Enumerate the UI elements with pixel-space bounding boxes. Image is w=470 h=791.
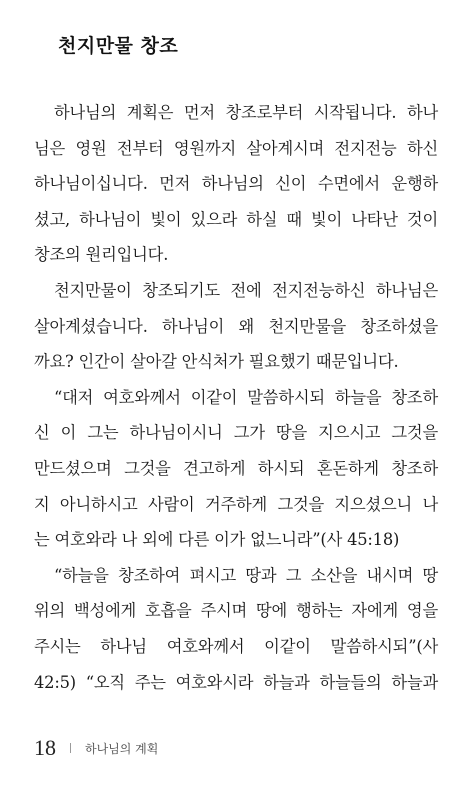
text-line: 지 아니하시고 사람이 거주하게 그것을 지으셨으니 나	[34, 494, 438, 514]
text-line: 천지만물이 창조되기도 전에 전지전능하신 하나님은	[54, 280, 438, 300]
text-line: “대저 여호와께서 이같이 말씀하시되 하늘을 창조하	[54, 387, 438, 407]
footer-divider	[70, 743, 71, 753]
text-line: 하나님의 계획은 먼저 창조로부터 시작됩니다. 하나	[54, 103, 438, 122]
text-line: 위의 백성에게 호흡을 주시며 땅에 행하는 자에게 영을	[34, 601, 438, 621]
text-line: 신 이 그는 하나님이시니 그가 땅을 지으시고 그것을	[34, 423, 438, 443]
text-line: 창조의 원리입니다.	[34, 245, 169, 265]
text-line: 만드셨으며 그것을 견고하게 하시되 혼돈하게 창조하	[34, 458, 438, 478]
text-line: 는 여호와라 나 외에 다른 이가 없느니라”(사 45:18)	[34, 530, 400, 550]
text-line: 까요? 인간이 살아갈 안식처가 필요했기 때문입니다.	[34, 352, 399, 372]
text-line: 님은 영원 전부터 영원까지 살아계시며 전지전능 하신	[34, 138, 438, 158]
page-number: 18	[34, 735, 56, 760]
running-header: 하나님의 계획	[85, 741, 159, 756]
body-text	[34, 95, 438, 700]
page-footer	[34, 735, 158, 761]
text-line: 42:5) “오직 주는 여호와시라 하늘과 하늘들의 하늘과	[34, 672, 438, 692]
chapter-title: 천지만물 창조	[58, 35, 179, 57]
text-line: 살아계셨습니다. 하나님이 왜 천지만물을 창조하셨을	[34, 316, 438, 336]
text-line: 하나님이십니다. 먼저 하나님의 신이 수면에서 운행하	[34, 174, 438, 194]
text-line: “하늘을 창조하여 펴시고 땅과 그 소산을 내시며 땅	[54, 565, 438, 585]
text-line: 셨고, 하나님이 빛이 있으라 하실 때 빛이 나타난 것이	[34, 209, 438, 229]
text-line: 주시는 하나님 여호와께서 이같이 말씀하시되”(사	[34, 636, 438, 656]
